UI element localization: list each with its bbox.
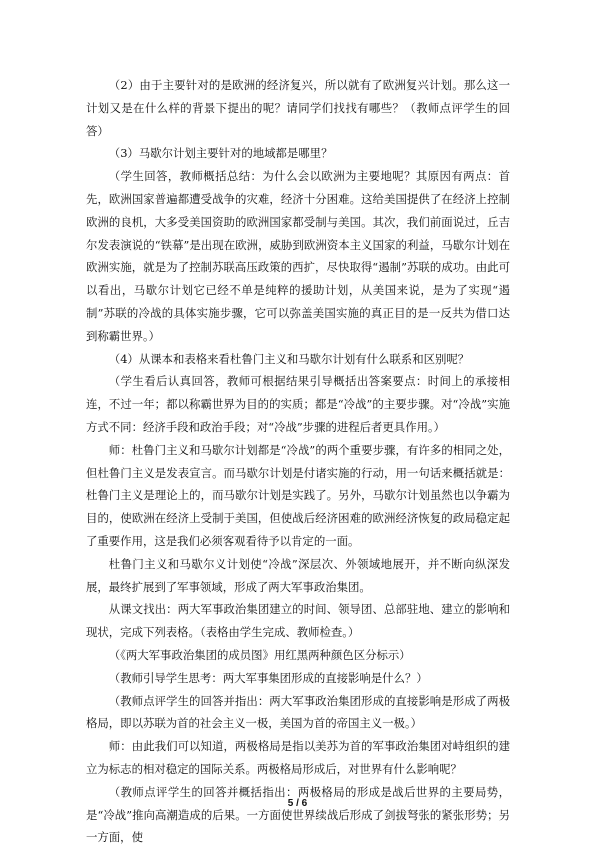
paragraph: 从课文找出：两大军事政治集团建立的时间、领导团、总部驻地、建立的影响和现状，完成下列表格。（表格由学生完成、教师检查。）: [86, 602, 510, 640]
paragraph: （《两大军事政治集团的成员图》用红黑两种颜色区分标示）: [108, 647, 411, 662]
paragraph: （教师点评学生的回答并指出：两大军事政治集团形成的直接影响是形成了两极格局，即以苏联为首的社会主义一极，美国为首的帝国主义一极。）: [86, 693, 510, 731]
paragraph: 杜鲁门主义和马歇尔义计划使“冷战”深层次、外领域地展开，并不断向纵深发展，最终扩展到了军事领域，形成了两大军事政治集团。: [86, 556, 510, 594]
paragraph: （4）从课本和表格来看杜鲁门主义和马歇尔计划有什么联系和区别呢？: [108, 351, 470, 366]
paragraph: （学生看后认真回答，教师可根据结果引导概括出答案要点：时间上的承接相连，不过一年；都以称霸世界为目的的实质；都是“冷战”的主要步骤。对“冷战”实施方式不同：经济手段和政治手段；对“冷战”步骤的进程后者更具作用。）: [86, 374, 510, 434]
paragraph: 师：由此我们可以知道，两极格局是指以美苏为首的军事政治集团对峙组织的建立为标志的相对稳定的国际关系。两极格局形成后，对世界有什么影响呢？: [86, 739, 510, 776]
paragraph: （学生回答，教师概括总结：为什么会以欧洲为主要地呢？其原因有两点：首先，欧洲国家普遍都遭受战争的灾难，经济十分困难。这给美国提供了在经济上控制欧洲的良机，大多受美国资助的欧洲国家都受制与美国。其次，我们前面说过，丘吉尔发表演说的“铁幕”是出现在欧洲，威胁到欧洲资本主义国家的利益，马歇尔计划在欧洲实施，就是为了控制苏联高压政策的西扩，尽快取得“遏制”苏联的成功。由此可以看出，马歇尔计划它已经不单是纯粹的援助计划，从美国来说，是为了实现“遏制”苏联的冷战的具体实施步骤，它可以弥盖美国实施的真正目的是一反共为借口达到称霸世界。）: [86, 169, 510, 343]
paragraph: （教师引导学生思考：两大军事集团形成的直接影响是什么？）: [108, 670, 428, 685]
paragraph: （3）马歇尔计划主要针对的地域都是哪里？: [108, 146, 333, 161]
document-body: [86, 74, 510, 849]
paragraph: （教师点评学生的回答并概括指出：两极格局的形成是战后世界的主要局势，是“冷战”推向高潮造成的后果。一方面使世界续战后形成了剑拔弩张的紧张形势；另一方面，使: [86, 784, 510, 845]
page-number: 5 / 6: [287, 798, 308, 809]
paragraph: （2）由于主要针对的是欧洲的经济复兴，所以就有了欧洲复兴计划。那么这一计划又是在什么样的背景下提出的呢？请同学们找找有哪些？（教师点评学生的回答）: [86, 78, 510, 138]
paragraph: 师：杜鲁门主义和马歇尔计划都是“冷战”的两个重要步骤，有许多的相同之处，但杜鲁门主义是发表宣言。而马歇尔计划是付诸实施的行动，用一句话来概括就是：杜鲁门主义是理论上的，而马歇尔计划是实践了。另外，马歇尔计划虽然也以争霸为目的，使欧洲在经济上受制于美国，但使战后经济困难的欧洲经济恢复的政局稳定起了重要作用，这是我们必须客观看待予以肯定的一面。: [86, 442, 510, 548]
